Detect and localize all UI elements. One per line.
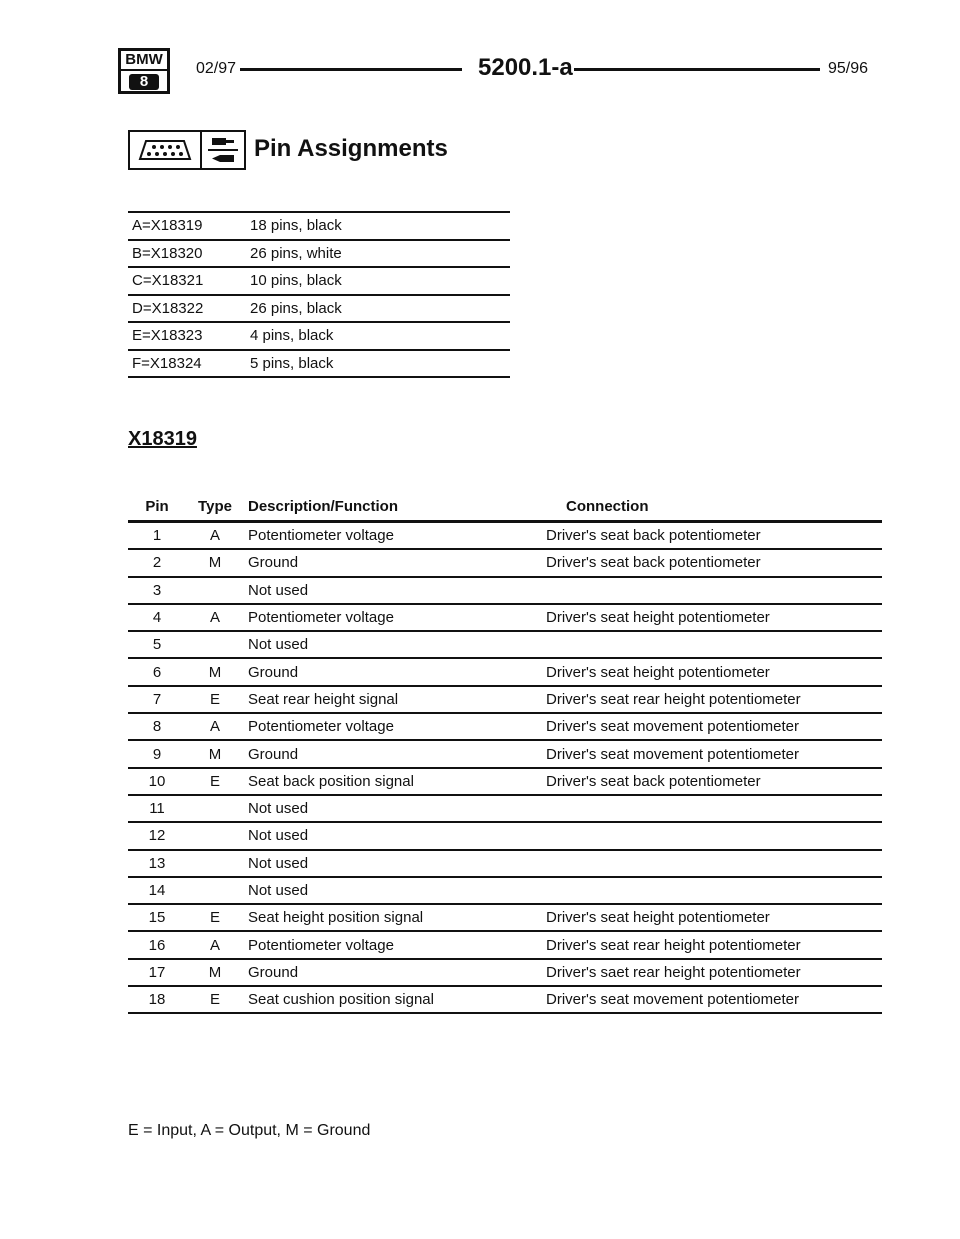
table-row: [128, 851, 882, 878]
pin-description: Not used: [248, 882, 309, 899]
pin-description: Potentiometer voltage: [248, 527, 394, 545]
connector-id: B=X18320: [132, 244, 203, 262]
pin-number: 4: [152, 609, 162, 627]
table-row: [128, 241, 510, 269]
table-row: [128, 523, 882, 550]
pin-type: E: [209, 991, 220, 1009]
pin-number: 5: [152, 636, 162, 654]
pin-description: Ground: [248, 963, 299, 981]
table-row: [128, 550, 882, 577]
table-row: [128, 741, 882, 768]
legend: E = Input, A = Output, M = Ground: [128, 1122, 371, 1139]
pin-number: 1: [152, 527, 162, 545]
pin-connection: Driver's seat movement potentiometer: [546, 745, 799, 763]
header-description: Description/Function: [248, 498, 398, 515]
section-title: Pin Assignments: [254, 135, 448, 162]
pin-description: Seat rear height signal: [248, 690, 399, 708]
pin-description: Potentiometer voltage: [248, 718, 394, 736]
table-row: [128, 769, 882, 796]
pin-description: Seat cushion position signal: [248, 991, 434, 1009]
pin-type: E: [209, 690, 220, 708]
header-type: Type: [198, 498, 232, 515]
connector-icon: [130, 132, 202, 168]
pin-type: A: [209, 609, 220, 627]
connector-id: C=X18321: [132, 272, 204, 290]
pin-description: Not used: [248, 827, 309, 845]
pin-number: 3: [152, 581, 162, 599]
connector-desc: 5 pins, black: [250, 354, 334, 372]
pin-description: Not used: [248, 800, 309, 818]
table-row: [128, 987, 882, 1014]
table-row: [128, 687, 882, 714]
logo-brand: BMW: [121, 51, 167, 71]
pin-table: [128, 520, 882, 1014]
doc-number: 5200.1-a: [478, 54, 573, 81]
pin-number: 10: [148, 772, 166, 790]
pin-connection: Driver's seat back potentiometer: [546, 527, 761, 545]
connector-id: D=X18322: [132, 299, 204, 317]
pin-connection: Driver's seat height potentiometer: [546, 663, 770, 681]
pin-number: 2: [152, 554, 162, 572]
table-row: [128, 960, 882, 987]
pin-description: Seat height position signal: [248, 909, 424, 927]
pin-number: 9: [152, 745, 162, 763]
table-row: [128, 213, 510, 241]
table-row: [128, 878, 882, 905]
table-row: [128, 268, 510, 296]
pin-number: 15: [148, 909, 166, 927]
connector-table: [128, 211, 510, 378]
pin-number: 8: [152, 718, 162, 736]
connector-desc: 4 pins, black: [250, 327, 334, 345]
pin-description: Ground: [248, 663, 299, 681]
pin-connection: Driver's seat height potentiometer: [546, 909, 770, 927]
pin-description: Not used: [248, 581, 309, 599]
section-icon-box: [128, 130, 246, 170]
pin-connection: Driver's seat rear height potentiometer: [546, 690, 801, 708]
table-row: [128, 796, 882, 823]
table-row: [128, 714, 882, 741]
table-row: [128, 296, 510, 324]
pin-connection: Driver's seat height potentiometer: [546, 609, 770, 627]
pin-type: A: [209, 718, 220, 736]
table-row: [128, 605, 882, 632]
header-pin: Pin: [145, 498, 169, 515]
table-row: [128, 351, 510, 379]
pin-number: 16: [148, 936, 166, 954]
pin-type: E: [209, 772, 220, 790]
pin-description: Seat back position signal: [248, 772, 414, 790]
pin-connection: Driver's seat movement potentiometer: [546, 991, 799, 1009]
bmw-logo: [118, 48, 170, 94]
pin-number: 6: [152, 663, 162, 681]
pin-type: M: [208, 745, 222, 763]
pin-number: 13: [148, 854, 166, 872]
connector-id: F=X18324: [132, 354, 202, 372]
pin-table-header: [128, 498, 882, 520]
connector-id: E=X18323: [132, 327, 203, 345]
logo-model: 8: [129, 74, 159, 90]
pin-description: Not used: [248, 854, 309, 872]
pin-type: M: [208, 963, 222, 981]
pin-description: Not used: [248, 636, 309, 654]
header-date-right: 95/96: [828, 60, 869, 77]
pin-number: 12: [148, 827, 166, 845]
pin-connection: Driver's saet rear height potentiometer: [546, 963, 801, 981]
pin-section-title: X18319: [128, 428, 197, 450]
pin-type: A: [209, 527, 220, 545]
pin-number: 18: [148, 991, 166, 1009]
pin-number: 7: [152, 690, 162, 708]
header-rule-right: [574, 68, 820, 71]
pin-connection: Driver's seat back potentiometer: [546, 554, 761, 572]
header-connection: Connection: [566, 498, 649, 515]
pin-type: E: [209, 909, 220, 927]
pin-type: A: [209, 936, 220, 954]
connector-id: A=X18319: [132, 217, 203, 235]
pin-type: M: [208, 663, 222, 681]
pin-type: M: [208, 554, 222, 572]
table-row: [128, 578, 882, 605]
header-date-left: 02/97: [196, 60, 237, 77]
table-row: [128, 659, 882, 686]
pin-description: Ground: [248, 745, 299, 763]
pin-description: Potentiometer voltage: [248, 609, 394, 627]
table-row: [128, 932, 882, 959]
connector-desc: 10 pins, black: [250, 272, 342, 290]
table-row: [128, 823, 882, 850]
connector-desc: 26 pins, white: [250, 244, 342, 262]
pin-number: 14: [148, 882, 166, 899]
table-row: [128, 632, 882, 659]
pin-connection: Driver's seat movement potentiometer: [546, 718, 799, 736]
pin-number: 17: [148, 963, 166, 981]
connector-desc: 18 pins, black: [250, 217, 342, 235]
pin-connection: Driver's seat back potentiometer: [546, 772, 761, 790]
pin-plug-icon: [202, 132, 244, 168]
pin-description: Potentiometer voltage: [248, 936, 394, 954]
pin-connection: Driver's seat rear height potentiometer: [546, 936, 801, 954]
header-rule-left: [240, 68, 462, 71]
table-row: [128, 905, 882, 932]
pin-description: Ground: [248, 554, 299, 572]
table-row: [128, 323, 510, 351]
connector-desc: 26 pins, black: [250, 299, 342, 317]
pin-number: 11: [149, 800, 165, 818]
